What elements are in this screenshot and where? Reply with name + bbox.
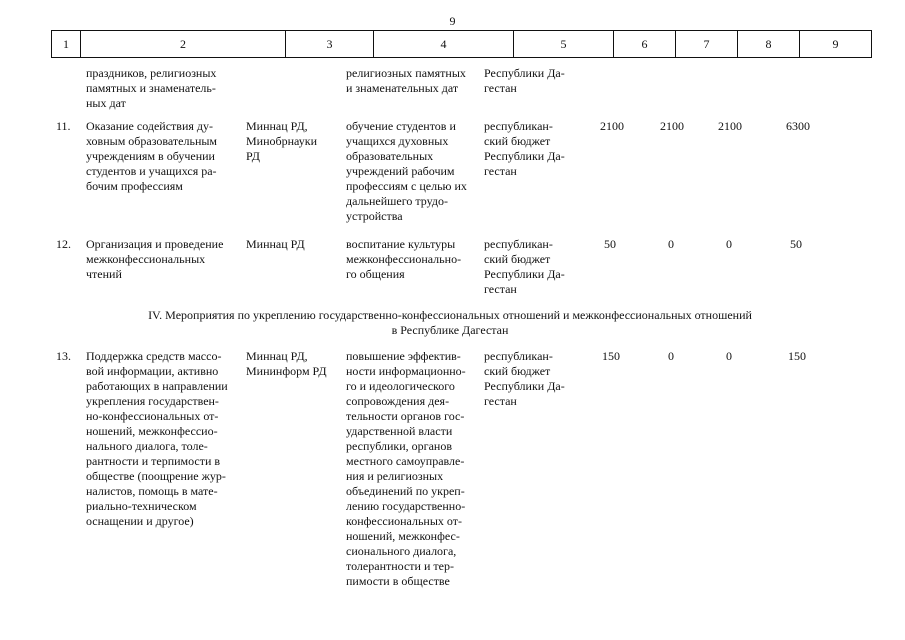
text-line: ния и религиозных	[346, 469, 444, 483]
text-line: сопровождения дея-	[346, 394, 450, 408]
text-line: работающих в направлении	[86, 379, 228, 393]
column-header-table	[51, 30, 872, 58]
row-value-col8: 0	[726, 237, 732, 251]
text-line: ховным образовательным	[86, 134, 218, 148]
text-line: студентов и учащихся ра-	[86, 164, 217, 178]
row-value-col6: 50	[604, 237, 616, 251]
continuation-source	[484, 66, 565, 96]
section-heading	[60, 308, 840, 338]
text-line: ношений, межконфессио-	[86, 424, 218, 438]
row-funding-source	[484, 119, 565, 179]
text-line: дальнейшего трудо-	[346, 194, 448, 208]
text-line: межконфессионально-	[346, 252, 462, 266]
text-line: межконфессиональных	[86, 252, 206, 266]
row-funding-source	[484, 237, 565, 297]
text-line: гестан	[484, 394, 517, 408]
row-number: 11.	[56, 119, 71, 133]
text-line: учащихся духовных	[346, 134, 449, 148]
text-line: республикан-	[484, 349, 553, 363]
column-number-7: 7	[676, 31, 738, 58]
text-line: и знаменательных дат	[346, 81, 459, 95]
text-line: сионального диалога,	[346, 544, 457, 558]
text-line: памятных и знаменатель-	[86, 81, 216, 95]
row-description	[86, 119, 217, 194]
text-line: чтений	[86, 267, 122, 281]
row-executor	[246, 119, 317, 164]
row-result	[346, 119, 467, 224]
row-number: 12.	[56, 237, 71, 251]
text-line: Республики Да-	[484, 379, 565, 393]
row-value-col8: 0	[726, 349, 732, 363]
continuation-description	[86, 66, 216, 111]
row-value-col7: 0	[668, 237, 674, 251]
text-line: нального диалога, толе-	[86, 439, 208, 453]
text-line: IV. Мероприятия по укреплению государственно-конфессиональных отношений и межконфессиональных отношений	[148, 308, 752, 322]
text-line: Республики Да-	[484, 267, 565, 281]
column-number-5: 5	[514, 31, 614, 58]
text-line: обучение студентов и	[346, 119, 456, 133]
text-line: в Республике Дагестан	[391, 323, 509, 337]
text-line: РД	[246, 149, 260, 163]
row-result	[346, 237, 461, 282]
column-number-3: 3	[286, 31, 374, 58]
row-number: 13.	[56, 349, 71, 363]
text-line: гестан	[484, 282, 517, 296]
row-result	[346, 349, 466, 589]
text-line: толерантности и тер-	[346, 559, 454, 573]
text-line: го общения	[346, 267, 405, 281]
row-value-col9: 50	[790, 237, 802, 251]
text-line: оснащении и другое)	[86, 514, 194, 528]
text-line: республикан-	[484, 119, 553, 133]
row-value-col7: 2100	[660, 119, 684, 133]
text-line: профессиям с целью их	[346, 179, 467, 193]
text-line: Республики Да-	[484, 149, 565, 163]
text-line: тельности органов гос-	[346, 409, 465, 423]
text-line: обществе (поощрение жур-	[86, 469, 226, 483]
text-line: праздников, религиозных	[86, 66, 217, 80]
row-executor	[246, 237, 305, 252]
column-number-6: 6	[614, 31, 676, 58]
text-line: Поддержка средств массо-	[86, 349, 222, 363]
text-line: го и идеологического	[346, 379, 455, 393]
text-line: Республики Да-	[484, 66, 565, 80]
row-value-col7: 0	[668, 349, 674, 363]
text-line: ных дат	[86, 96, 126, 110]
column-number-1: 1	[52, 31, 81, 58]
text-line: учреждениям в обучении	[86, 149, 215, 163]
text-line: гестан	[484, 164, 517, 178]
text-line: ношений, межконфес-	[346, 529, 460, 543]
text-line: устройства	[346, 209, 403, 223]
row-value-col8: 2100	[718, 119, 742, 133]
text-line: укрепления государствен-	[86, 394, 219, 408]
continuation-result	[346, 66, 466, 96]
row-description	[86, 349, 228, 529]
column-number-8: 8	[738, 31, 800, 58]
text-line: Оказание содействия ду-	[86, 119, 213, 133]
column-number-4: 4	[374, 31, 514, 58]
text-line: образовательных	[346, 149, 434, 163]
text-line: республикан-	[484, 237, 553, 251]
text-line: Минобрнауки	[246, 134, 318, 148]
text-line: Мининформ РД	[246, 364, 327, 378]
row-value-col9: 150	[788, 349, 806, 363]
text-line: Организация и проведение	[86, 237, 224, 251]
text-line: конфессиональных от-	[346, 514, 462, 528]
text-line: но-конфессиональных от-	[86, 409, 219, 423]
text-line: вой информации, активно	[86, 364, 219, 378]
text-line: повышение эффектив-	[346, 349, 461, 363]
text-line: местного самоуправле-	[346, 454, 465, 468]
column-number-2: 2	[81, 31, 286, 58]
text-line: религиозных памятных	[346, 66, 466, 80]
text-line: учреждений рабочим	[346, 164, 455, 178]
text-line: ский бюджет	[484, 252, 551, 266]
text-line: рантности и терпимости в	[86, 454, 221, 468]
row-description	[86, 237, 223, 282]
row-value-col9: 6300	[786, 119, 810, 133]
text-line: республики, органов	[346, 439, 453, 453]
row-executor	[246, 349, 327, 379]
row-value-col6: 150	[602, 349, 620, 363]
text-line: Миннац РД	[246, 237, 305, 251]
page-number: 9	[449, 14, 456, 28]
row-value-col6: 2100	[600, 119, 624, 133]
text-line: риально-техническом	[86, 499, 197, 513]
text-line: воспитание культуры	[346, 237, 456, 251]
text-line: Миннац РД,	[246, 349, 308, 363]
text-line: гестан	[484, 81, 517, 95]
text-line: лению государственно-	[346, 499, 466, 513]
text-line: ский бюджет	[484, 134, 551, 148]
column-number-9: 9	[800, 31, 872, 58]
text-line: бочим профессиям	[86, 179, 183, 193]
row-funding-source	[484, 349, 565, 409]
text-line: налистов, помощь в мате-	[86, 484, 218, 498]
text-line: ский бюджет	[484, 364, 551, 378]
text-line: ударственной власти	[346, 424, 453, 438]
text-line: пимости в обществе	[346, 574, 450, 588]
text-line: ности информационно-	[346, 364, 466, 378]
text-line: Миннац РД,	[246, 119, 308, 133]
text-line: объединений по укреп-	[346, 484, 465, 498]
